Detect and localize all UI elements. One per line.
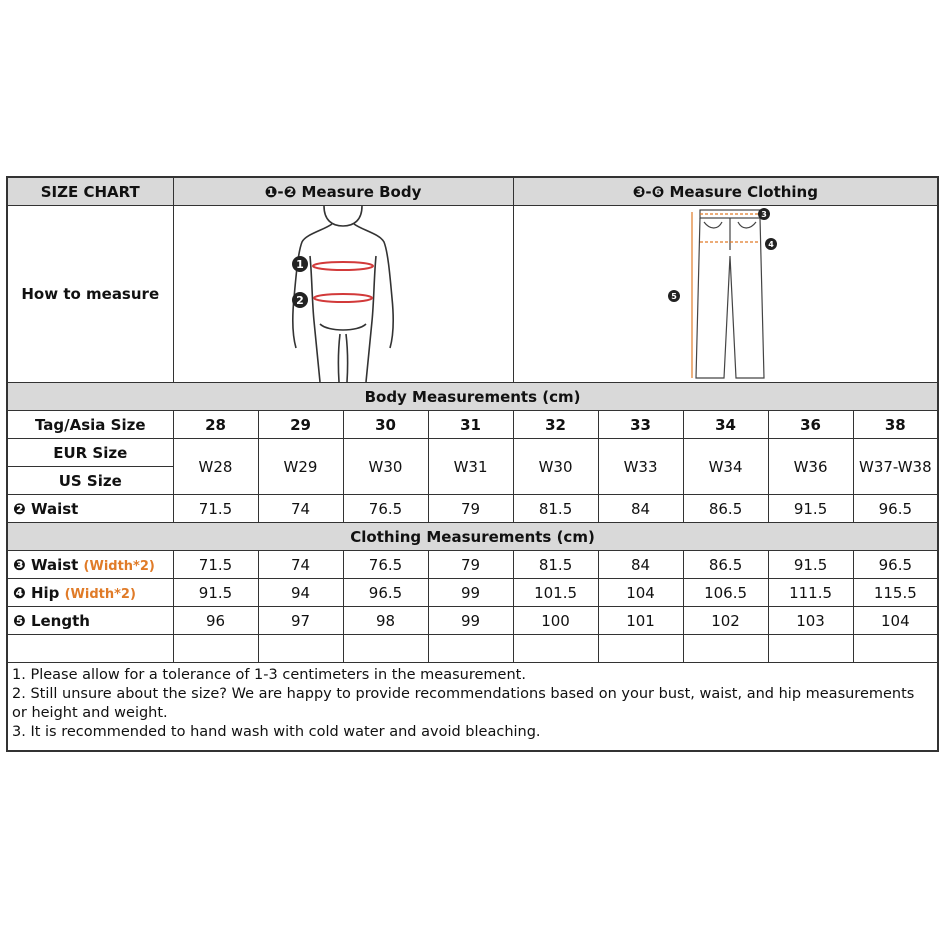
note-item: 1. Please allow for a tolerance of 1-3 centimeters in the measurement. xyxy=(12,667,526,683)
svg-text:4: 4 xyxy=(768,240,774,249)
eur-us-size-cell: W36 xyxy=(768,439,853,495)
measure-clothing-heading: ❸-❻ Measure Clothing xyxy=(513,177,938,206)
cloth-waist-cell: 71.5 xyxy=(173,551,258,579)
cloth-length-label xyxy=(7,607,173,635)
cloth-hip-row xyxy=(7,579,938,607)
cloth-waist-note: (Width*2) xyxy=(83,558,155,574)
pants-marker-3 xyxy=(758,208,770,220)
cloth-length-cell: 104 xyxy=(853,607,938,635)
tag-size-cell: 29 xyxy=(258,411,343,439)
tag-size-cell: 36 xyxy=(768,411,853,439)
pants-outline-illustration xyxy=(514,206,937,382)
cloth-hip-label xyxy=(7,579,173,607)
tag-size-label: Tag/Asia Size xyxy=(7,411,173,439)
pants-marker-5 xyxy=(668,290,680,302)
body-section-row xyxy=(7,383,938,411)
tag-size-cell: 31 xyxy=(428,411,513,439)
pants-figure-cell xyxy=(513,206,938,383)
cloth-waist-marker: ❸ xyxy=(13,555,26,574)
cloth-waist-cell: 91.5 xyxy=(768,551,853,579)
cloth-waist-cell: 96.5 xyxy=(853,551,938,579)
eur-size-row xyxy=(7,439,938,467)
cloth-length-label-text: Length xyxy=(30,611,90,630)
cloth-waist-cell: 79 xyxy=(428,551,513,579)
empty-cell xyxy=(683,635,768,663)
cloth-hip-cell: 101.5 xyxy=(513,579,598,607)
body-measurements-heading: Body Measurements (cm) xyxy=(7,383,938,411)
waist-label-text: Waist xyxy=(30,499,79,518)
cloth-waist-cell: 81.5 xyxy=(513,551,598,579)
note-item: 2. Still unsure about the size? We are happy to provide recommendations based on your bust, waist, and hip measurements or height and weight. xyxy=(12,686,915,721)
cloth-length-cell: 96 xyxy=(173,607,258,635)
cloth-hip-cell: 111.5 xyxy=(768,579,853,607)
size-chart-title: SIZE CHART xyxy=(7,177,173,206)
body-waist-cell: 76.5 xyxy=(343,495,428,523)
body-waist-cell: 84 xyxy=(598,495,683,523)
tag-size-cell: 38 xyxy=(853,411,938,439)
eur-us-size-cell: W30 xyxy=(343,439,428,495)
empty-cell xyxy=(258,635,343,663)
cloth-length-cell: 99 xyxy=(428,607,513,635)
eur-us-size-cell: W30 xyxy=(513,439,598,495)
body-outline-illustration xyxy=(174,206,512,382)
body-figure-cell xyxy=(173,206,513,383)
empty-row xyxy=(7,635,938,663)
cloth-waist-label-text: Waist xyxy=(30,555,79,574)
cloth-length-cell: 97 xyxy=(258,607,343,635)
cloth-length-cell: 102 xyxy=(683,607,768,635)
eur-us-size-cell: W31 xyxy=(428,439,513,495)
size-chart-sheet xyxy=(6,176,937,752)
cloth-waist-cell: 74 xyxy=(258,551,343,579)
body-marker-1 xyxy=(292,256,308,272)
body-waist-cell: 86.5 xyxy=(683,495,768,523)
empty-cell xyxy=(343,635,428,663)
eur-us-size-cell: W34 xyxy=(683,439,768,495)
eur-us-size-cell: W28 xyxy=(173,439,258,495)
pants-marker-4 xyxy=(765,238,777,250)
cloth-hip-cell: 115.5 xyxy=(853,579,938,607)
tag-size-cell: 32 xyxy=(513,411,598,439)
eur-us-size-cell: W37-W38 xyxy=(853,439,938,495)
cloth-hip-note: (Width*2) xyxy=(64,586,136,602)
cloth-hip-cell: 96.5 xyxy=(343,579,428,607)
empty-cell xyxy=(853,635,938,663)
body-waist-row xyxy=(7,495,938,523)
body-waist-cell: 91.5 xyxy=(768,495,853,523)
notes-cell xyxy=(7,663,938,752)
notes-row xyxy=(7,663,938,752)
body-waist-label xyxy=(7,495,173,523)
cloth-hip-label-text: Hip xyxy=(30,583,60,602)
svg-text:5: 5 xyxy=(671,292,677,301)
tag-size-cell: 34 xyxy=(683,411,768,439)
cloth-hip-cell: 94 xyxy=(258,579,343,607)
measure-body-heading: ❶-❷ Measure Body xyxy=(173,177,513,206)
tag-size-cell: 33 xyxy=(598,411,683,439)
header-row xyxy=(7,177,938,206)
size-chart-table xyxy=(6,176,939,752)
cloth-length-cell: 103 xyxy=(768,607,853,635)
cloth-waist-label xyxy=(7,551,173,579)
cloth-hip-cell: 106.5 xyxy=(683,579,768,607)
waist-marker: ❷ xyxy=(13,499,26,518)
cloth-hip-marker: ❹ xyxy=(13,583,26,602)
cloth-hip-cell: 104 xyxy=(598,579,683,607)
eur-size-label: EUR Size xyxy=(7,439,173,467)
empty-cell xyxy=(768,635,853,663)
cloth-length-cell: 98 xyxy=(343,607,428,635)
body-waist-cell: 79 xyxy=(428,495,513,523)
empty-cell xyxy=(173,635,258,663)
empty-cell xyxy=(598,635,683,663)
eur-us-size-cell: W29 xyxy=(258,439,343,495)
tag-size-cell: 30 xyxy=(343,411,428,439)
cloth-waist-row xyxy=(7,551,938,579)
body-waist-cell: 96.5 xyxy=(853,495,938,523)
us-size-label: US Size xyxy=(7,467,173,495)
body-waist-cell: 71.5 xyxy=(173,495,258,523)
svg-text:2: 2 xyxy=(296,294,304,307)
cloth-length-cell: 101 xyxy=(598,607,683,635)
cloth-length-cell: 100 xyxy=(513,607,598,635)
tag-size-cell: 28 xyxy=(173,411,258,439)
cloth-length-marker: ❺ xyxy=(13,611,26,630)
how-to-measure-row xyxy=(7,206,938,383)
empty-cell xyxy=(7,635,173,663)
cloth-hip-cell: 91.5 xyxy=(173,579,258,607)
empty-cell xyxy=(428,635,513,663)
how-to-measure-label: How to measure xyxy=(7,206,173,383)
cloth-waist-cell: 84 xyxy=(598,551,683,579)
clothing-measurements-heading: Clothing Measurements (cm) xyxy=(7,523,938,551)
cloth-waist-cell: 76.5 xyxy=(343,551,428,579)
body-waist-cell: 81.5 xyxy=(513,495,598,523)
svg-text:3: 3 xyxy=(761,210,767,219)
svg-text:1: 1 xyxy=(296,258,304,271)
cloth-length-row xyxy=(7,607,938,635)
clothing-section-row xyxy=(7,523,938,551)
cloth-hip-cell: 99 xyxy=(428,579,513,607)
note-item: 3. It is recommended to hand wash with cold water and avoid bleaching. xyxy=(12,724,541,740)
tag-size-row xyxy=(7,411,938,439)
cloth-waist-cell: 86.5 xyxy=(683,551,768,579)
body-marker-2 xyxy=(292,292,308,308)
eur-us-size-cell: W33 xyxy=(598,439,683,495)
empty-cell xyxy=(513,635,598,663)
body-waist-cell: 74 xyxy=(258,495,343,523)
